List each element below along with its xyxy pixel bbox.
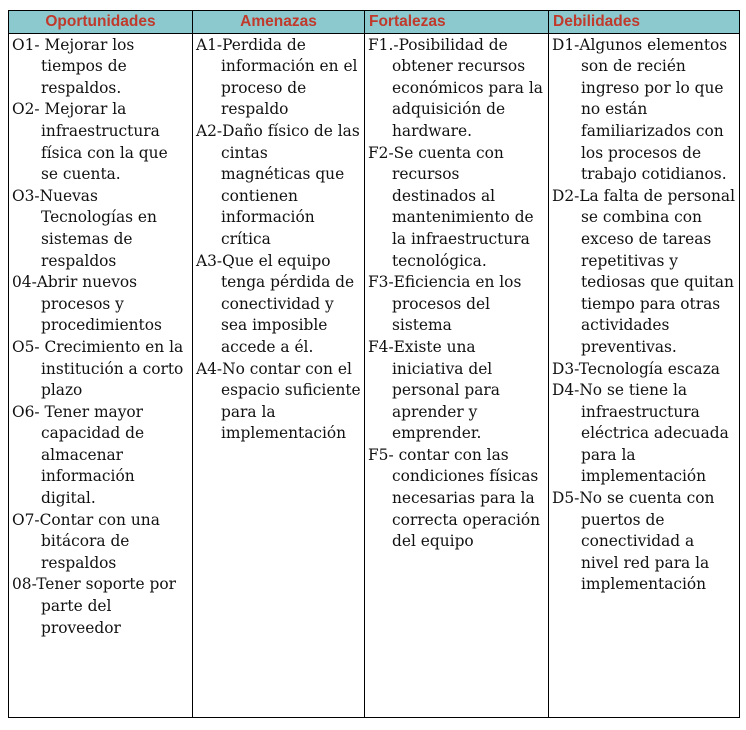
header-oportunidades: Oportunidades <box>9 11 193 34</box>
debilidad-item: D3-Tecnología escaza <box>552 359 720 378</box>
debilidad-item: D4-No se tiene la infraestructura eléctrica adecuada para la implementación <box>552 381 729 486</box>
foda-table-container <box>8 10 740 718</box>
oportunidades-cell <box>9 33 193 717</box>
oportunidad-item: 08-Tener soporte por parte del proveedor <box>12 575 176 637</box>
oportunidad-item: O3-Nuevas Tecnologías en sistemas de respaldos <box>12 186 157 270</box>
header-fortalezas: Fortalezas <box>365 11 549 34</box>
header-amenazas: Amenazas <box>193 11 365 34</box>
fortaleza-item: F4-Existe una iniciativa del personal para aprender y emprender. <box>368 337 500 443</box>
fortaleza-item: F1.-Posibilidad de obtener recursos económicos para la adquisición de hardware. <box>368 35 543 140</box>
fortaleza-item: F2-Se cuenta con recursos destinados al mantenimiento de la infraestructura tecnológica. <box>368 143 534 270</box>
oportunidad-item: O6- Tener mayor capacidad de almacenar información digital. <box>12 402 145 508</box>
fortaleza-item: F3-Eficiencia en los procesos del sistema <box>368 273 522 335</box>
fortaleza-item: F5- contar con las condiciones físicas necesarias para la correcta operación del equipo <box>368 445 541 551</box>
foda-table <box>8 10 740 718</box>
oportunidad-item: O7-Contar con una bitácora de respaldos <box>12 510 160 572</box>
oportunidad-item: 04-Abrir nuevos procesos y procedimientos <box>12 273 162 335</box>
debilidad-item: D2-La falta de personal se combina con exceso de tareas repetitivas y tediosas que quitan tiempo para otras actividades preventivas. <box>552 186 736 356</box>
header-debilidades: Debilidades <box>549 11 740 34</box>
oportunidad-item: O5- Crecimiento en la institución a corto plazo <box>12 337 184 400</box>
amenaza-item: A4-No contar con el espacio suficiente para la implementación <box>196 359 361 443</box>
content-row <box>9 33 740 717</box>
debilidades-cell <box>549 33 740 717</box>
amenazas-cell <box>193 33 365 717</box>
debilidad-item: D1-Algunos elementos son de recién ingreso por lo que no están familiarizados con los procesos de trabajo cotidianos. <box>552 35 728 184</box>
amenaza-item: A1-Perdida de información en el proceso de respaldo <box>196 35 358 119</box>
amenaza-item: A3-Que el equipo tenga pérdida de conectividad y sea imposible accede a él. <box>196 251 355 356</box>
header-row <box>9 11 740 34</box>
fortalezas-cell <box>365 33 549 717</box>
amenaza-item: A2-Daño físico de las cintas magnéticas que contienen información crítica <box>196 121 360 248</box>
oportunidad-item: O2- Mejorar la infraestructura física con la que se cuenta. <box>12 100 168 184</box>
oportunidad-item: O1- Mejorar los tiempos de respaldos. <box>12 35 135 97</box>
debilidad-item: D5-No se cuenta con puertos de conectividad a nivel red para la implementación <box>552 489 715 594</box>
